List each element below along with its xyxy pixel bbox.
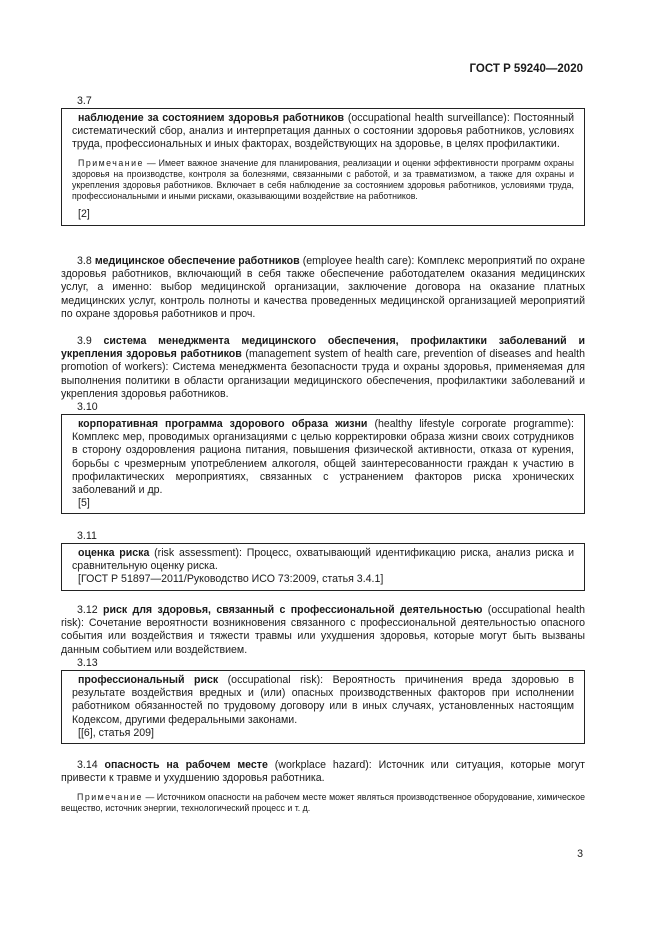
definition-3-9: (management system of health care, prevention of diseases and health promotion of workers): Система менеджмента безопасности труда и охраны здоровья, применяемая для выполнения политики в области организации медицинского обеспечения, профилактики заболеваний и укрепления здоровья работников.: [61, 348, 585, 400]
document-code: ГОСТ Р 59240—2020: [469, 63, 583, 75]
clause-3-12: [61, 604, 585, 657]
term-3-9: система менеджмента медицинского обеспечения, профилактики заболеваний и укрепления здоровья работников: [61, 335, 585, 361]
clause-box-3-10: [61, 414, 585, 514]
clause-number-3-9: 3.9: [77, 335, 92, 347]
reference-3-13: [[6], статья 209]: [78, 726, 154, 739]
note-3-7: [72, 158, 574, 203]
clause-number-3-10: 3.10: [77, 401, 98, 413]
definition-3-13: (occupational risk): Вероятность причинения вреда здоровью в результате воздействия вредных и (или) опасных производственных факторов при исполнении работником обязанностей по трудовому договору или в иных случаях, установленных настоящим Кодексом, другими федеральными законами.: [72, 674, 574, 726]
clause-number-3-14: 3.14: [77, 759, 98, 771]
definition-3-7: (occupational health surveillance): Постоянный систематический сбор, анализ и интерпретация данных о состоянии здоровья работников, условиях труда, профессиональных и иных факторах, воздействующих на здоровье, в целях профилактики.: [72, 112, 574, 151]
clause-text-3-10: [72, 418, 574, 497]
clause-3-9: [61, 335, 585, 401]
clause-text-3-11: [72, 547, 574, 573]
term-3-12: риск для здоровья, связанный с профессиональной деятельностью: [102, 604, 483, 616]
clause-text-3-13: [72, 674, 574, 727]
page-number: 3: [577, 848, 583, 860]
term-3-11: оценка риска: [78, 547, 150, 559]
clause-text-3-7: [72, 112, 574, 152]
clause-number-3-11: 3.11: [77, 530, 97, 542]
term-3-13: профессиональный риск: [78, 674, 219, 686]
term-3-10: корпоративная программа здорового образа жизни: [78, 418, 368, 430]
definition-3-14: (workplace hazard): Источник или ситуация, которые могут привести к травме и ухудшению здоровья работника.: [61, 759, 585, 785]
definition-3-10: (healthy lifestyle corporate programme): Комплекс мер, проводимых организациями с целью корректировки образа жизни своих сотрудников в сторону оздоровления рациона питания, повышения физической активности, отказа от курения, борьбы с чрезмерным употреблением алкоголя, общей заинтересованности граждан к участию в профилактических мероприятиях, связанных с устранением факторов риска хронических заболеваний и др.: [72, 418, 574, 497]
clause-number-3-12: 3.12: [77, 604, 98, 616]
definition-3-11: (risk assessment): Процесс, охватывающий идентификацию риска, анализ риска и сравнительную оценку риска.: [72, 547, 575, 573]
clause-number-3-8: 3.8: [77, 255, 92, 267]
clause-box-3-7: [61, 108, 585, 226]
reference-3-10: [5]: [78, 497, 90, 510]
definition-3-8: (employee health care): Комплекс мероприятий по охране здоровья работников, включающий в себя также обеспечение работодателем оказания медицинских услуг, а именно: выбор медицинской организации, заключение договора на оказание платных медицинских услуг, контроль полноты и качества проведенных медицинской организацией мероприятий по охране здоровья работников и проч.: [61, 255, 585, 320]
note-text-3-14: — Источником опасности на рабочем месте может являться производственное оборудование, химическое вещество, источник энергии, технологический процесс и т. д.: [61, 792, 585, 814]
term-3-14: опасность на рабочем месте: [104, 759, 268, 771]
clause-number-3-7: 3.7: [77, 95, 92, 107]
term-3-8: медицинское обеспечение работников: [94, 255, 300, 267]
note-3-14: [61, 792, 585, 814]
note-label-3-14: Примечание: [77, 792, 143, 802]
clause-box-3-11: [61, 543, 585, 591]
reference-3-11: [ГОСТ Р 51897—2011/Руководство ИСО 73:2009, статья 3.4.1]: [78, 573, 384, 586]
clause-box-3-13: [61, 670, 585, 744]
note-text-3-7: — Имеет важное значение для планирования, реализации и оценки эффективности программ охраны здоровья на производстве, контроля за болезнями, связанными с работой, и за травматизмом, а также для охраны и укрепления здоровья работников. Включает в себя наблюдение за состоянием здоровья работников, условиями труда, профессиональными и иными рисками, оказывающими воздействие на работников.: [72, 157, 574, 202]
note-label-3-7: Примечание: [78, 157, 144, 168]
reference-3-7: [2]: [78, 208, 90, 221]
definition-3-12: (occupational health risk): Сочетание вероятности возникновения связанного с профессиональной деятельностью опасного события или воздействия и тяжести травмы или ухудшения здоровья, которые могут быть вызваны данным событием или воздействием.: [61, 604, 585, 656]
clause-3-14: [61, 759, 585, 785]
term-3-7: наблюдение за состоянием здоровья работников: [78, 112, 345, 124]
clause-3-8: [61, 255, 585, 321]
clause-number-3-13: 3.13: [77, 657, 98, 669]
